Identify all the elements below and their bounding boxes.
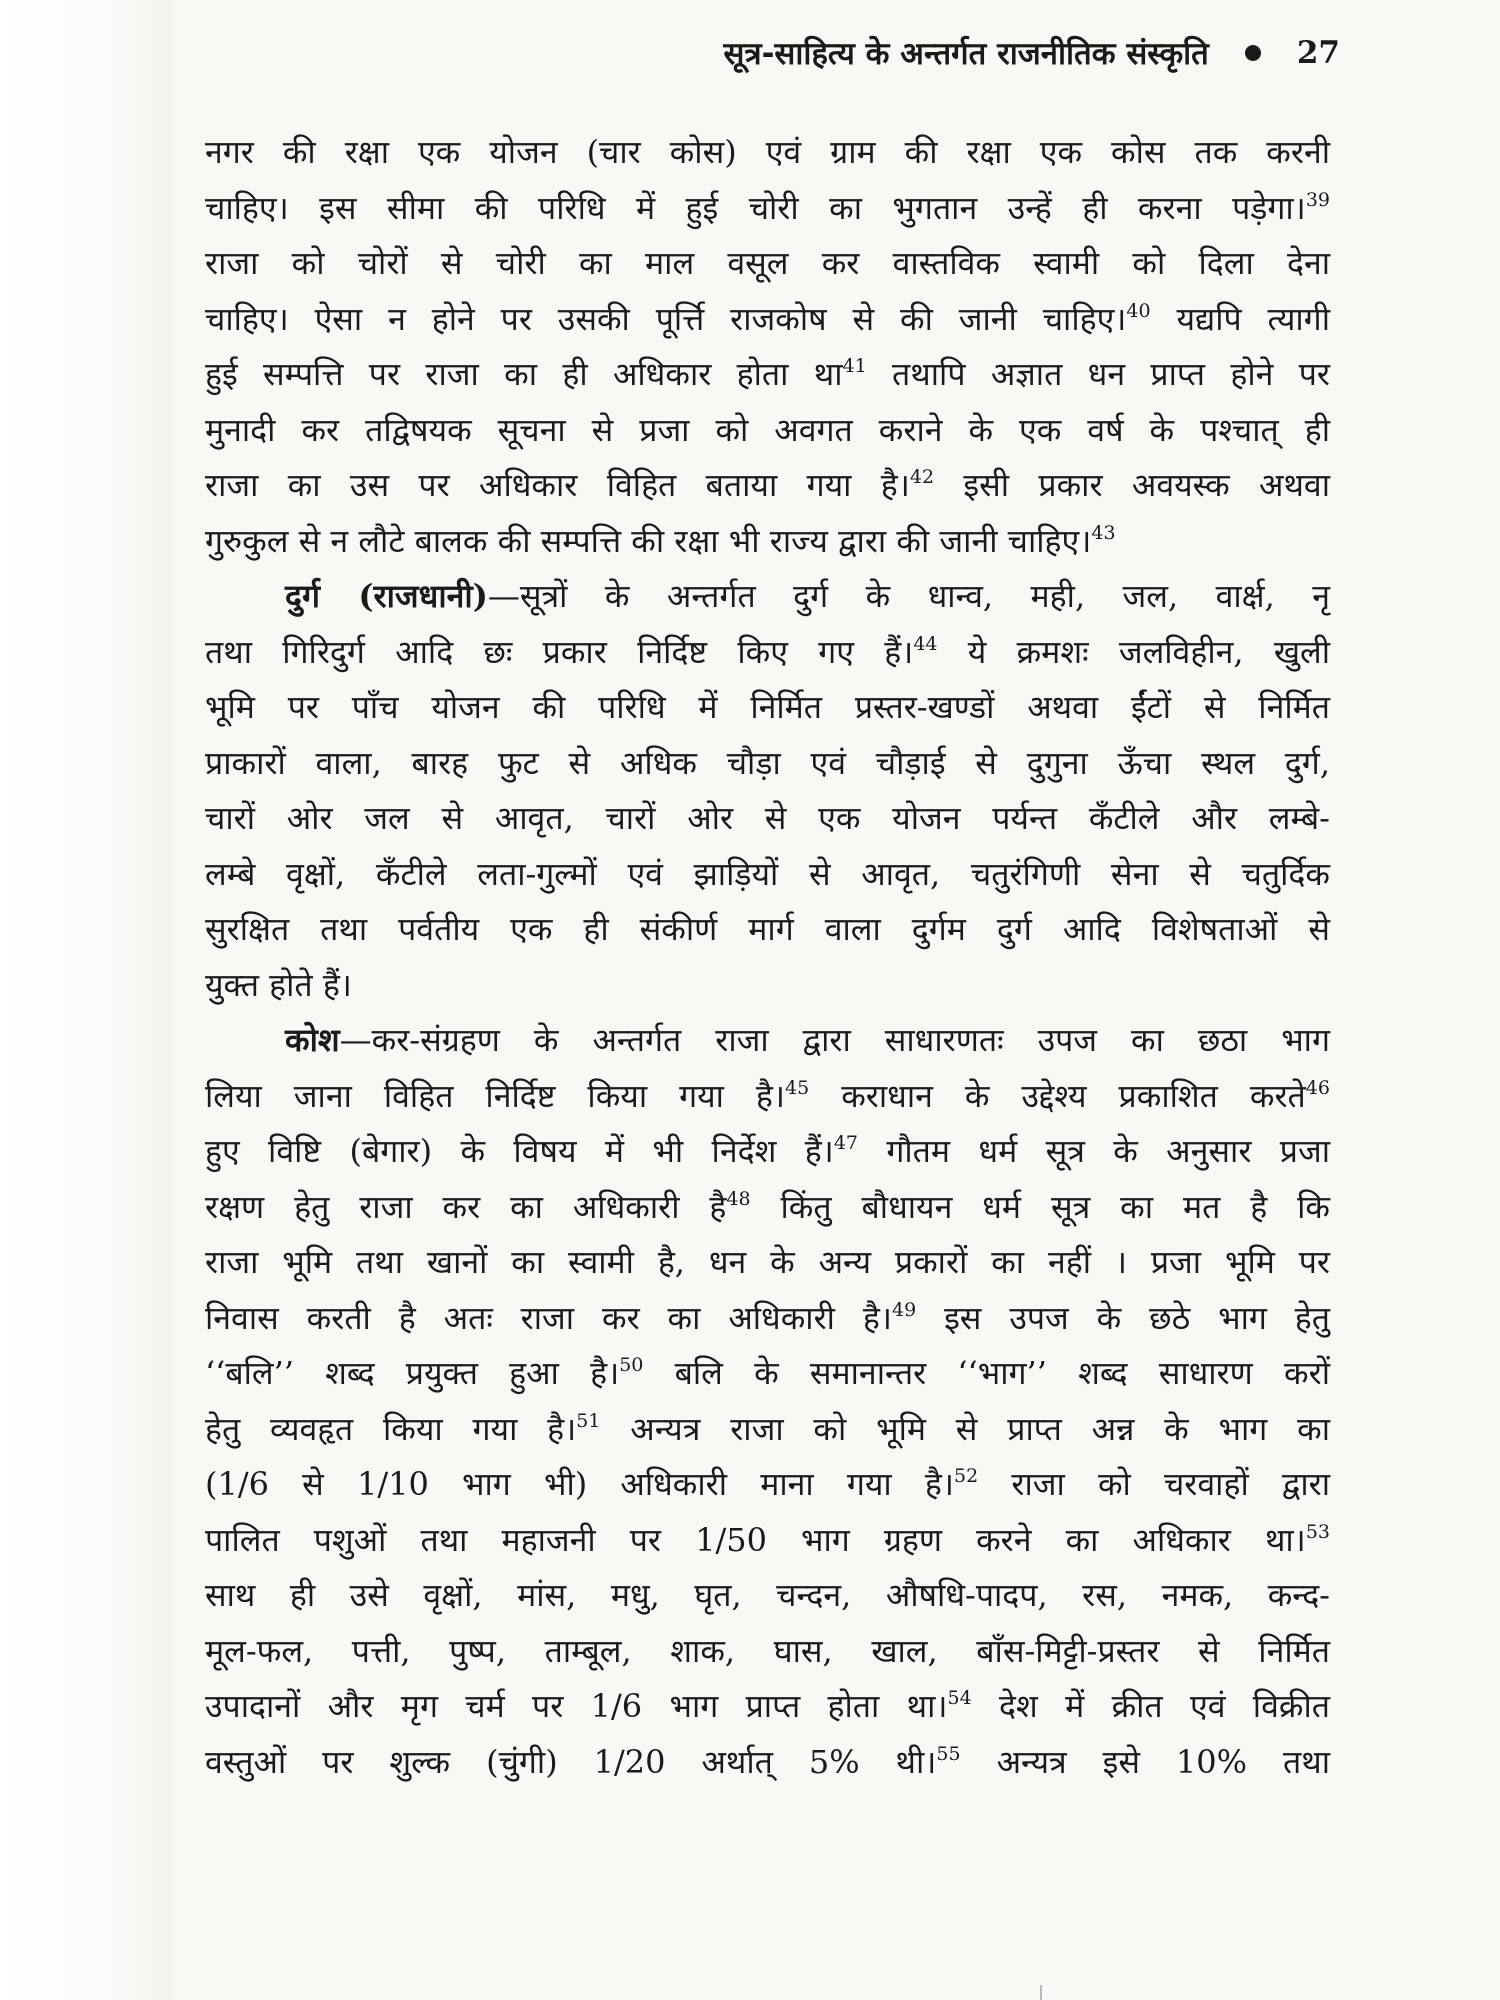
page-gutter xyxy=(0,0,175,2000)
text-line xyxy=(205,1624,1330,1680)
text-line xyxy=(205,736,1330,792)
text-span: युक्त होते हैं। xyxy=(205,965,352,1004)
text-span: राजा को चोरों से चोरी का माल वसूल कर वास्तविक स्वामी को दिला देना xyxy=(205,244,1330,282)
text-span: ये क्रमशः जलविहीन, खुली xyxy=(937,632,1330,671)
text-line xyxy=(205,1124,1330,1180)
footnote-ref: 44 xyxy=(913,632,938,655)
text-line xyxy=(205,791,1330,847)
footnote-ref: 46 xyxy=(1305,1076,1330,1099)
text-line xyxy=(205,403,1330,459)
text-line xyxy=(205,236,1330,292)
text-span: वस्तुओं पर शुल्क (चुंगी) 1/20 अर्थात् 5% थी। xyxy=(205,1742,937,1781)
text-line xyxy=(205,1235,1330,1291)
text-span: राजा को चरवाहों द्वारा xyxy=(978,1465,1330,1503)
text-span: भूमि पर पाँच योजन की परिधि में निर्मित प्रस्तर-खण्डों अथवा ईंटों से निर्मित xyxy=(205,688,1330,726)
footnote-ref: 47 xyxy=(833,1132,859,1154)
text-span: लिया जाना विहित निर्दिष्ट किया गया है। xyxy=(205,1076,786,1115)
text-line xyxy=(205,680,1330,736)
text-span: गौतम धर्म सूत्र के अनुसार प्रजा xyxy=(858,1132,1331,1170)
text-span: मुनादी कर तद्विषयक सूचना से प्रजा को अवगत कराने के एक वर्ष के पश्चात् ही xyxy=(205,410,1330,449)
text-span: अन्यत्र राजा को भूमि से प्राप्त अन्न के भाग का xyxy=(600,1409,1330,1448)
bullet-icon xyxy=(1245,45,1261,61)
text-span: हेतु व्यवहृत किया गया है। xyxy=(205,1409,577,1448)
text-span: रक्षण हेतु राजा कर का अधिकारी है xyxy=(205,1187,727,1226)
text-span: मूल-फल, पत्ती, पुष्प, ताम्बूल, शाक, घास, खाल, बाँस-मिट्टी-प्रस्तर से निर्मित xyxy=(205,1631,1330,1670)
text-span: तथापि अज्ञात धन प्राप्त होने पर xyxy=(866,355,1330,393)
text-line xyxy=(205,1568,1330,1624)
footnote-ref: 48 xyxy=(726,1187,751,1210)
text-span: राजा का उस पर अधिकार विहित बताया गया है। xyxy=(205,466,910,504)
text-line xyxy=(205,1013,1330,1069)
footnote-ref: 42 xyxy=(909,466,935,488)
text-span: प्राकारों वाला, बारह फुट से अधिक चौड़ा एवं चौड़ाई से दुगुना ऊँचा स्थल दुर्ग, xyxy=(205,743,1330,782)
text-line xyxy=(205,1402,1330,1458)
text-line xyxy=(205,181,1330,237)
text-span: पालित पशुओं तथा महाजनी पर 1/50 भाग ग्रहण करने का अधिकार था। xyxy=(205,1520,1306,1559)
footnote-ref: 39 xyxy=(1305,188,1330,211)
text-line xyxy=(205,292,1330,348)
text-span: तथा गिरिदुर्ग आदि छः प्रकार निर्दिष्ट किए गए हैं। xyxy=(205,632,914,671)
body-text xyxy=(205,125,1330,1790)
footnote-ref: 54 xyxy=(947,1687,972,1709)
text-line xyxy=(205,625,1330,681)
text-line xyxy=(205,125,1330,181)
text-line xyxy=(205,514,1330,570)
page-number: 27 xyxy=(1296,35,1340,71)
footnote-ref: 52 xyxy=(954,1465,979,1487)
text-span: देश में क्रीत एवं विक्रीत xyxy=(971,1687,1330,1725)
text-line xyxy=(205,1069,1330,1125)
text-line xyxy=(205,1679,1330,1735)
footnote-ref: 41 xyxy=(842,355,867,377)
text-span: चाहिए। ऐसा न होने पर उसकी पूर्त्ति राजकोष से की जानी चाहिए। xyxy=(205,299,1127,338)
text-span: ‘‘बलि’’ शब्द प्रयुक्त हुआ है। xyxy=(205,1354,620,1392)
text-span: —सूत्रों के अन्तर्गत दुर्ग के धान्व, मही, जल, वार्क्ष, नृ xyxy=(487,577,1330,615)
text-span: इसी प्रकार अवयस्क अथवा xyxy=(934,466,1331,504)
text-span: गुरुकुल से न लौटे बालक की सम्पत्ति की रक्षा भी राज्य द्वारा की जानी चाहिए। xyxy=(205,521,1092,560)
chapter-title: सूत्र-साहित्य के अन्तर्गत राजनीतिक संस्कृति xyxy=(723,36,1209,72)
text-span: बलि के समानान्तर ‘‘भाग’’ शब्द साधारण करों xyxy=(643,1354,1330,1392)
footnote-ref: 50 xyxy=(619,1354,644,1376)
text-span: लम्बे वृक्षों, कँटीले लता-गुल्मों एवं झाड़ियों से आवृत, चतुरंगिणी सेना से चतुर्दिक xyxy=(205,854,1330,893)
text-line xyxy=(205,958,1330,1014)
text-span: हुई सम्पत्ति पर राजा का ही अधिकार होता था xyxy=(205,355,843,393)
text-line xyxy=(205,1346,1330,1402)
text-span: —कर-संग्रहण के अन्तर्गत राजा द्वारा साधारणतः उपज का छठा भाग xyxy=(339,1021,1330,1059)
text-span: नगर की रक्षा एक योजन (चार कोस) एवं ग्राम की रक्षा एक कोस तक करनी xyxy=(205,133,1330,171)
text-line xyxy=(205,1291,1330,1347)
footnote-ref: 40 xyxy=(1126,299,1151,322)
text-span: राजा भूमि तथा खानों का स्वामी है, धन के अन्य प्रकारों का नहीं । प्रजा भूमि पर xyxy=(205,1243,1330,1281)
text-line xyxy=(205,458,1330,514)
section-heading: कोश xyxy=(285,1021,340,1059)
text-span: (1/6 से 1/10 भाग भी) अधिकारी माना गया है। xyxy=(205,1465,955,1503)
footnote-ref: 51 xyxy=(576,1409,601,1432)
footnote-ref: 45 xyxy=(785,1076,810,1099)
text-line xyxy=(205,1735,1330,1791)
text-line xyxy=(205,847,1330,903)
text-span: अन्यत्र इसे 10% तथा xyxy=(960,1742,1330,1781)
text-span: इस उपज के छठे भाग हेतु xyxy=(916,1298,1331,1337)
running-header xyxy=(540,30,1340,76)
text-span: चारों ओर जल से आवृत, चारों ओर से एक योजन पर्यन्त कँटीले और लम्बे- xyxy=(205,799,1330,837)
text-span: उपादानों और मृग चर्म पर 1/6 भाग प्राप्त होता था। xyxy=(205,1687,948,1725)
text-span: कराधान के उद्देश्य प्रकाशित करते xyxy=(809,1076,1306,1115)
scan-mark xyxy=(1040,1985,1042,2000)
text-line xyxy=(205,1513,1330,1569)
footnote-ref: 55 xyxy=(936,1742,961,1765)
text-span: यद्यपि त्यागी xyxy=(1150,299,1330,338)
text-span: चाहिए। इस सीमा की परिधि में हुई चोरी का भुगतान उन्हें ही करना पड़ेगा। xyxy=(205,188,1306,227)
text-span: निवास करती है अतः राजा कर का अधिकारी है। xyxy=(205,1298,892,1337)
text-span: साथ ही उसे वृक्षों, मांस, मधु, घृत, चन्दन, औषधि-पादप, रस, नमक, कन्द- xyxy=(205,1576,1330,1614)
text-line xyxy=(205,902,1330,958)
text-span: किंतु बौधायन धर्म सूत्र का मत है कि xyxy=(750,1187,1330,1226)
text-line xyxy=(205,347,1330,403)
text-line xyxy=(205,1180,1330,1236)
footnote-ref: 43 xyxy=(1091,521,1116,544)
text-span: हुए विष्टि (बेगार) के विषय में भी निर्देश हैं। xyxy=(205,1132,834,1170)
section-heading: दुर्ग (राजधानी) xyxy=(285,577,488,615)
footnote-ref: 49 xyxy=(892,1298,917,1321)
text-span: सुरक्षित तथा पर्वतीय एक ही संकीर्ण मार्ग वाला दुर्गम दुर्ग आदि विशेषताओं से xyxy=(205,910,1330,948)
text-line xyxy=(205,569,1330,625)
footnote-ref: 53 xyxy=(1305,1520,1330,1543)
text-line xyxy=(205,1457,1330,1513)
